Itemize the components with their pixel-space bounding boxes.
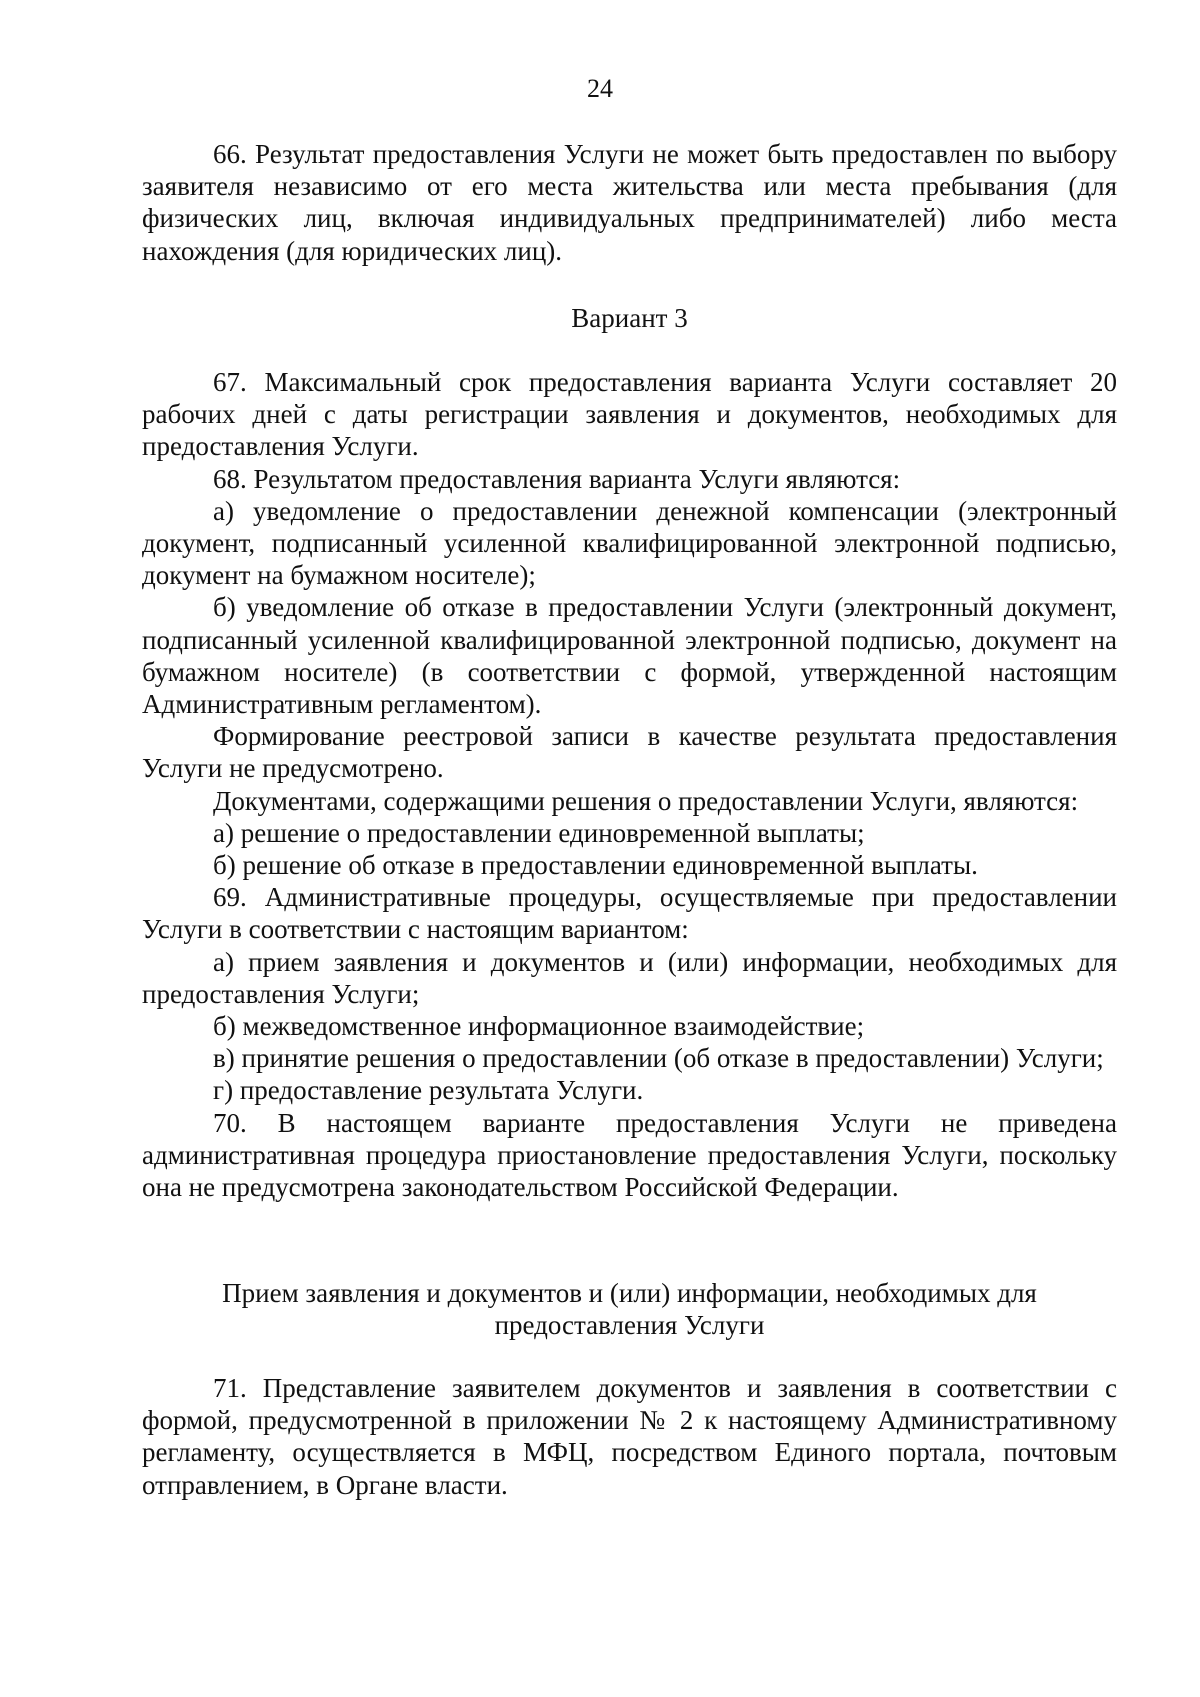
variant-heading-text: Вариант 3: [571, 303, 688, 333]
list-item: г) предоставление результата Услуги.: [213, 1075, 644, 1106]
list-item: а) уведомление о предоставлении денежной компенсации (электронный документ, подписанный усиленной квалифицированной электронной подписью, документ на бумажном носителе);: [142, 495, 1117, 591]
list-item: а) решение о предоставлении единовременной выплаты;: [213, 817, 865, 848]
paragraph: 71. Представление заявителем документов и заявления в соответствии с формой, предусмотренной в приложении № 2 к настоящему Административному регламенту, осуществляется в МФЦ, посредством Единого портала, почтовым отправлением, в Органе власти.: [142, 1373, 1117, 1500]
page-number: 24: [587, 74, 613, 103]
variant-heading: [142, 302, 1117, 334]
section-heading-line-1: Прием заявления и документов и (или) информации, необходимых для: [222, 1278, 1037, 1308]
paragraph: 68. Результатом предоставления варианта Услуги являются:: [213, 463, 901, 494]
paragraph-block-71: [142, 1372, 1117, 1501]
list-item: а) прием заявления и документов и (или) информации, необходимых для предоставления Услуги;: [142, 946, 1117, 1009]
list-item: б) межведомственное информационное взаимодействие;: [213, 1011, 865, 1042]
list-item: б) решение об отказе в предоставлении единовременной выплаты.: [213, 850, 978, 881]
paragraph-block-67-70: [142, 366, 1117, 1203]
paragraph-block-66: [142, 138, 1117, 267]
list-item: б) уведомление об отказе в предоставлении Услуги (электронный документ, подписанный усиленной квалифицированной электронной подписью, документ на бумажном носителе) (в соответствии с формой, утвержденной настоящим Административным регламентом).: [142, 592, 1117, 720]
list-item: в) принятие решения о предоставлении (об отказе в предоставлении) Услуги;: [213, 1043, 1104, 1074]
paragraph: 67. Максимальный срок предоставления варианта Услуги составляет 20 рабочих дней с даты регистрации заявления и документов, необходимых для предоставления Услуги.: [142, 367, 1117, 462]
section-heading: [182, 1277, 1077, 1341]
paragraph: Документами, содержащими решения о предоставлении Услуги, являются:: [213, 785, 1079, 816]
paragraph: 69. Административные процедуры, осуществляемые при предоставлении Услуги в соответствии с настоящим вариантом:: [142, 882, 1117, 945]
paragraph: Формирование реестровой записи в качестве результата предоставления Услуги не предусмотрено.: [142, 721, 1117, 784]
section-heading-line-2: предоставления Услуги: [494, 1310, 765, 1341]
paragraph: 70. В настоящем варианте предоставления Услуги не приведена административная процедура приостановление предоставления Услуги, поскольку она не предусмотрена законодательством Российской Федерации.: [142, 1107, 1117, 1203]
paragraph: 66. Результат предоставления Услуги не может быть предоставлен по выбору заявителя независимо от его места жительства или места пребывания (для физических лиц, включая индивидуальных предпринимателей) либо места нахождения (для юридических лиц).: [142, 139, 1117, 266]
